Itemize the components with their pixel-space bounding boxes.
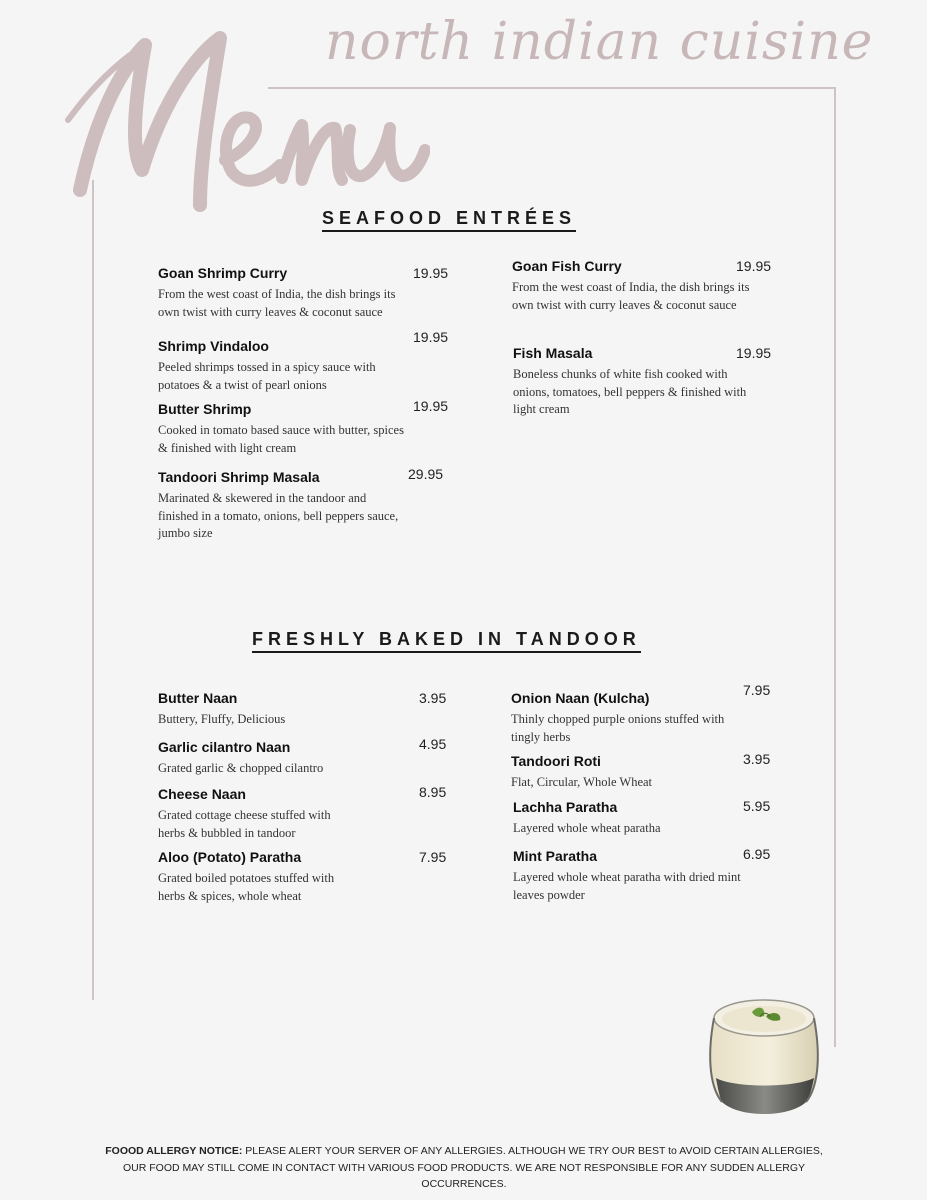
item-name: Goan Shrimp Curry (158, 265, 288, 281)
cuisine-subtitle: north indian cuisine (325, 12, 874, 72)
item-price: 7.95 (743, 682, 771, 698)
menu-item (511, 689, 726, 746)
menu-item (158, 785, 358, 842)
section-title-seafood: SEAFOOD ENTRÉES (322, 207, 576, 232)
menu-item (513, 847, 753, 904)
lassi-glass-illustration (704, 990, 826, 1120)
item-description: Marinated & skewered in the tandoor and finished in a tomato, onions, bell peppers sauce, jumbo size (158, 491, 399, 540)
item-description: Cooked in tomato based sauce with butter, spices & finished with light cream (158, 423, 404, 455)
frame-line-left (92, 180, 94, 1000)
item-name: Mint Paratha (513, 848, 598, 864)
item-price: 19.95 (413, 329, 449, 345)
item-name: Onion Naan (Kulcha) (511, 690, 650, 706)
allergy-notice-text: PLEASE ALERT YOUR SERVER OF ANY ALLERGIES. ALTHOUGH WE TRY OUR BEST to AVOID CERTAIN ALLERGIES, OUR FOOD MAY STILL COME IN CONTACT WITH VARIOUS FOOD PRODUCTS. WE ARE NOT RESPONSIBLE FOR ANY SUDDEN ALLERGY OCCURRENCES. (122, 1145, 823, 1190)
allergy-notice-label: FOOOD ALLERGY NOTICE: (105, 1145, 243, 1157)
item-price: 19.95 (736, 345, 772, 361)
item-price: 29.95 (408, 466, 444, 482)
allergy-notice (94, 1143, 834, 1193)
item-name: Fish Masala (513, 345, 593, 361)
item-name: Shrimp Vindaloo (158, 338, 269, 354)
item-price: 19.95 (736, 258, 772, 274)
menu-item (513, 344, 763, 419)
item-name: Tandoori Shrimp Masala (158, 469, 320, 485)
menu-item (158, 848, 343, 905)
item-description: Layered whole wheat paratha (513, 821, 661, 835)
menu-item (158, 468, 408, 543)
item-price: 5.95 (743, 798, 771, 814)
item-description: From the west coast of India, the dish brings its own twist with curry leaves & coconut sauce (512, 280, 750, 312)
item-name: Butter Shrimp (158, 401, 252, 417)
menu-item (158, 337, 408, 394)
item-description: Grated boiled potatoes stuffed with herbs & spices, whole wheat (158, 871, 335, 903)
item-price: 6.95 (743, 846, 771, 862)
menu-item (511, 752, 726, 792)
item-price: 3.95 (743, 751, 771, 767)
item-price: 4.95 (419, 736, 447, 752)
item-name: Garlic cilantro Naan (158, 739, 291, 755)
frame-line-right (834, 87, 836, 1047)
item-description: Boneless chunks of white fish cooked with onions, tomatoes, bell peppers & finished with light cream (513, 367, 747, 416)
item-price: 3.95 (419, 690, 447, 706)
menu-item (158, 689, 378, 729)
item-description: Grated cottage cheese stuffed with herbs & bubbled in tandoor (158, 808, 331, 840)
item-name: Lachha Paratha (513, 799, 618, 815)
item-name: Cheese Naan (158, 786, 246, 802)
item-description: Buttery, Fluffy, Delicious (158, 712, 286, 726)
item-name: Goan Fish Curry (512, 258, 622, 274)
menu-item (512, 257, 762, 314)
item-description: From the west coast of India, the dish brings its own twist with curry leaves & coconut sauce (158, 287, 396, 319)
menu-item (158, 738, 378, 778)
item-description: Layered whole wheat paratha with dried mint leaves powder (513, 870, 741, 902)
item-description: Grated garlic & chopped cilantro (158, 761, 324, 775)
menu-item (158, 264, 408, 321)
item-name: Butter Naan (158, 690, 238, 706)
item-description: Flat, Circular, Whole Wheat (511, 775, 653, 789)
menu-item (158, 400, 408, 457)
item-description: Peeled shrimps tossed in a spicy sauce with potatoes & a twist of pearl onions (158, 360, 376, 392)
item-price: 7.95 (419, 849, 447, 865)
item-price: 19.95 (413, 265, 449, 281)
section-title-tandoor: FRESHLY BAKED IN TANDOOR (252, 628, 641, 653)
item-name: Aloo (Potato) Paratha (158, 849, 302, 865)
item-price: 19.95 (413, 398, 449, 414)
item-price: 8.95 (419, 784, 447, 800)
item-description: Thinly chopped purple onions stuffed with tingly herbs (511, 712, 725, 744)
item-name: Tandoori Roti (511, 753, 601, 769)
menu-item (513, 798, 728, 838)
